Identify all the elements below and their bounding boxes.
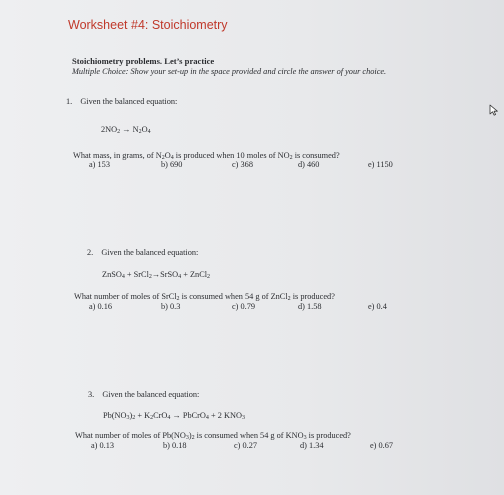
question-1-equation: $2NO_2 \to N_2O_4$: [101, 125, 151, 135]
question-1-number: 1.: [66, 97, 73, 106]
question-1-choice-c[interactable]: c) 368: [232, 160, 253, 169]
question-1-prompt: [66, 97, 177, 106]
question-3-choice-c[interactable]: c) 0.27: [234, 441, 258, 450]
question-1-choice-e[interactable]: e) 1150: [368, 160, 393, 169]
question-3-number: 3.: [88, 390, 95, 399]
question-2-text: What number of moles of SrCl$_2$ is consumed when 54 g of ZnCl$_2$ is produced?: [74, 292, 335, 302]
question-2-equation: ZnSO$_4$ + SrCl$_2$→SrSO$_4$ + ZnCl$_2$: [102, 270, 211, 280]
question-3-prompt: [88, 390, 199, 399]
question-2-number: 2.: [87, 248, 94, 257]
worksheet-heading: Stoichiometry problems. Let’s practice: [72, 56, 215, 66]
question-2-choice-c[interactable]: c) 0.79: [232, 302, 256, 311]
question-1-choice-a[interactable]: a) 153: [89, 160, 110, 169]
question-3-choice-b[interactable]: b) 0.18: [163, 441, 187, 450]
question-2-prompt-text: Given the balanced equation:: [101, 248, 199, 257]
question-3-text: What number of moles of $Pb(NO_3)_2$ is consumed when 54 g of $KNO_3$ is produced?: [75, 431, 351, 441]
mouse-pointer-icon: [489, 104, 499, 116]
question-2-choice-a[interactable]: a) 0.16: [89, 302, 113, 311]
question-2-choice-b[interactable]: b) 0.3: [161, 302, 181, 311]
question-3-choice-d[interactable]: d) 1.34: [300, 441, 324, 450]
question-2-prompt: [87, 248, 198, 257]
question-1-choice-b[interactable]: b) 690: [161, 160, 183, 169]
worksheet-instructions: Multiple Choice: Show your set-up in the space provided and circle the answer of your choice.: [72, 67, 387, 76]
question-3-prompt-text: Given the balanced equation:: [102, 390, 200, 399]
question-3-choice-a[interactable]: a) 0.13: [91, 441, 115, 450]
question-2-choice-e[interactable]: e) 0.4: [368, 302, 387, 311]
question-2-choice-d[interactable]: d) 1.58: [298, 302, 322, 311]
question-1-text: What mass, in grams, of $N_2O_4$ is produced when 10 moles of $NO_2$ is consumed?: [73, 151, 340, 161]
question-1-choice-d[interactable]: d) 460: [298, 160, 320, 169]
question-1-prompt-text: Given the balanced equation:: [80, 97, 178, 106]
question-3-equation: $Pb(NO_3)_2 + K_2CrO_4$ → PbCrO$_4$ + 2 $KNO_3$: [103, 411, 245, 421]
worksheet-title: Worksheet #4: Stoichiometry: [68, 18, 228, 32]
question-3-choice-e[interactable]: e) 0.67: [370, 441, 394, 450]
